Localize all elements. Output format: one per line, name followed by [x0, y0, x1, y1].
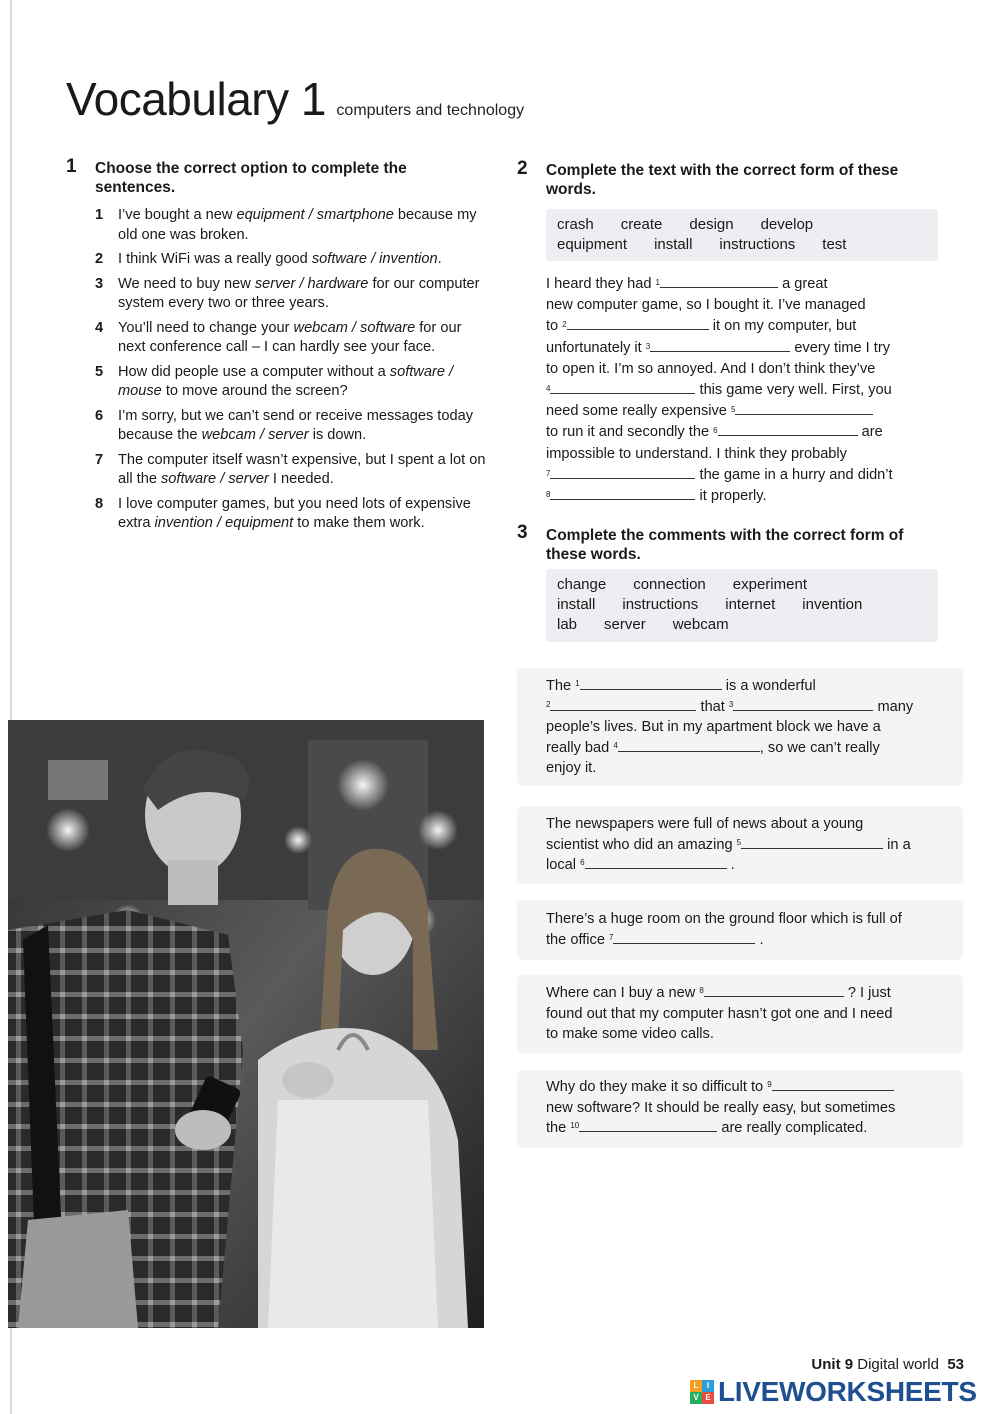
text-fragment: it on my computer, but — [712, 318, 857, 335]
item-options[interactable]: server / hardware — [254, 275, 369, 292]
item-text — [118, 363, 490, 402]
text-fragment: local — [546, 857, 577, 873]
item-before: I’m sorry, but we can’t send or receive messages today because the — [118, 407, 473, 443]
word: change — [557, 576, 607, 593]
answer-gap-c7[interactable] — [613, 930, 755, 944]
item-before: You’ll need to change your — [118, 319, 294, 336]
list-item — [95, 451, 490, 490]
title-main: Vocabulary 1 — [66, 73, 326, 125]
page-title — [66, 72, 524, 126]
answer-gap-8[interactable] — [550, 486, 695, 500]
list-item — [95, 407, 490, 446]
photo-couple-shopping — [8, 720, 484, 1328]
item-options[interactable]: equipment / smartphone — [236, 207, 394, 223]
heading-line: sentences. — [95, 179, 176, 196]
exercise-1-heading — [95, 159, 407, 197]
text-fragment: are — [861, 424, 883, 441]
word-row — [557, 235, 938, 255]
item-after: to move around the screen? — [161, 383, 348, 399]
answer-gap-5[interactable] — [735, 401, 873, 415]
word-row — [557, 615, 938, 635]
page-footer — [811, 1356, 964, 1373]
item-before: I think WiFi was a really good — [118, 251, 312, 267]
text-fragment: There’s a huge room on the ground floor which is full of — [546, 911, 902, 927]
word: install — [557, 596, 596, 613]
item-after: is down. — [308, 427, 367, 443]
gap-number: 6 — [713, 426, 718, 436]
list-item — [95, 319, 490, 358]
text-fragment: to — [546, 318, 559, 335]
gap-number: 8 — [546, 490, 551, 500]
answer-gap-4[interactable] — [550, 380, 695, 394]
heading-line: Complete the comments with the correct form of — [546, 527, 904, 544]
item-number: 2 — [95, 251, 104, 267]
text-fragment: that — [700, 698, 725, 715]
gap-number: 8 — [699, 986, 704, 995]
item-text — [118, 250, 490, 270]
item-options[interactable]: software / server — [161, 471, 269, 487]
liveworksheets-brand[interactable] — [690, 1376, 977, 1408]
gap-number: 7 — [609, 932, 614, 942]
word-row — [557, 575, 938, 595]
comment-box-1 — [517, 668, 963, 786]
item-before: How did people use a computer without a — [118, 363, 390, 380]
item-text — [118, 275, 490, 314]
word: design — [689, 216, 734, 233]
heading-line: Complete the text with the correct form of these — [546, 162, 899, 179]
word: instructions — [719, 236, 796, 253]
comment-box-4 — [517, 975, 963, 1053]
word: lab — [557, 616, 578, 633]
logo-letter: I — [702, 1380, 714, 1392]
liveworksheets-logo-icon — [690, 1380, 714, 1404]
text-fragment: are really complicated. — [721, 1120, 868, 1136]
text-fragment: a great — [782, 276, 828, 292]
comment-box-2 — [517, 806, 963, 884]
list-item — [95, 250, 490, 270]
text-fragment: new software? It should be really easy, but sometimes — [546, 1099, 896, 1116]
answer-gap-6[interactable] — [718, 422, 858, 436]
exercise-3-heading — [546, 526, 903, 564]
answer-gap-c10[interactable] — [579, 1118, 717, 1132]
answer-gap-7[interactable] — [550, 465, 695, 479]
exercise-2-word-box — [546, 209, 938, 261]
text-fragment: the office — [546, 931, 605, 948]
word-row — [557, 595, 938, 615]
title-sub: computers and technology — [336, 102, 525, 119]
item-before: I love computer games, but you need lots of expensive extra — [118, 495, 471, 531]
text-fragment: the game in a hurry and didn’t — [699, 466, 893, 483]
gap-number: 9 — [767, 1080, 772, 1089]
answer-gap-c8[interactable] — [704, 983, 844, 997]
item-text — [118, 319, 490, 358]
answer-gap-c5[interactable] — [741, 835, 883, 849]
answer-gap-c6[interactable] — [585, 855, 727, 869]
text-fragment: it properly. — [699, 488, 767, 505]
heading-line: these words. — [546, 546, 641, 563]
item-number: 1 — [95, 207, 104, 223]
item-after: because my old one was broken. — [118, 207, 477, 243]
text-fragment: , so we can’t really — [759, 739, 880, 756]
exercise-3-number: 3 — [517, 522, 528, 543]
text-fragment: Why do they make it so difficult to — [546, 1079, 764, 1095]
item-number: 5 — [95, 363, 104, 380]
item-before: We need to buy new — [118, 275, 255, 292]
text-fragment: every time I try — [794, 339, 890, 356]
list-item — [95, 206, 490, 245]
gap-number: 2 — [562, 320, 567, 330]
list-item — [95, 275, 490, 314]
text-fragment: enjoy it. — [546, 760, 597, 776]
word: develop — [760, 216, 814, 233]
item-after: for our computer system every two or three years. — [118, 275, 480, 311]
text-fragment: found out that my computer hasn’t got one and I need — [546, 1005, 893, 1022]
item-before: I’ve bought a new — [118, 207, 237, 223]
text-fragment: impossible to understand. I think they probably — [546, 445, 847, 462]
gap-number: 4 — [546, 384, 551, 394]
item-text — [118, 407, 490, 446]
answer-gap-c2[interactable] — [550, 697, 696, 711]
comment-box-5 — [517, 1070, 963, 1148]
word-row — [557, 215, 938, 235]
answer-gap-1[interactable] — [660, 274, 778, 288]
footer-unit-name: Digital world — [857, 1356, 939, 1373]
word: equipment — [557, 236, 628, 253]
item-options[interactable]: software / mouse — [118, 363, 454, 399]
exercise-2-text — [546, 274, 938, 507]
heading-line: words. — [546, 181, 596, 198]
item-after: to make them work. — [293, 515, 425, 531]
exercise-1-list — [95, 206, 490, 539]
text-fragment: . — [730, 857, 735, 873]
logo-letter: E — [702, 1392, 714, 1404]
word: crash — [557, 216, 594, 233]
gap-number: 3 — [645, 341, 651, 351]
word: test — [822, 236, 847, 253]
gap-number: 7 — [546, 468, 551, 478]
text-fragment: people’s lives. But in my apartment block we have a — [546, 719, 881, 735]
item-options[interactable]: invention / equipment — [154, 515, 294, 531]
text-fragment: new computer game, so I bought it. I’ve managed — [546, 297, 866, 314]
list-item — [95, 363, 490, 402]
item-options[interactable]: webcam / server — [201, 427, 309, 443]
item-number: 8 — [95, 495, 104, 512]
comment-box-3 — [517, 900, 963, 960]
gap-number: 2 — [546, 699, 551, 709]
gap-number: 1 — [655, 278, 660, 287]
item-text — [118, 451, 490, 490]
text-fragment: Where can I buy a new — [546, 985, 696, 1001]
word: create — [620, 216, 663, 233]
answer-gap-3[interactable] — [650, 338, 790, 352]
gap-number: 5 — [736, 837, 742, 847]
gap-number: 3 — [728, 699, 734, 709]
photo-illustration — [8, 720, 484, 1328]
word: instructions — [622, 596, 699, 613]
footer-unit: Unit 9 — [811, 1356, 854, 1373]
text-fragment: this game very well. First, you — [699, 382, 892, 399]
item-before: The computer itself wasn’t expensive, but I spent a lot on all the — [118, 451, 486, 487]
gap-number: 1 — [575, 679, 580, 688]
brand-text: LIVEWORKSHEETS — [718, 1376, 977, 1407]
text-fragment: to open it. I’m so annoyed. And I don’t think they’ve — [546, 360, 876, 377]
item-after: for our next conference call – I can hardly see your face. — [118, 319, 462, 355]
word: experiment — [732, 576, 807, 593]
text-fragment: I heard they had — [546, 276, 652, 292]
item-text — [118, 495, 490, 534]
answer-gap-c3[interactable] — [733, 697, 873, 711]
text-fragment: The — [546, 678, 572, 694]
exercise-3-word-box — [546, 569, 938, 642]
item-number: 6 — [95, 407, 104, 424]
gap-number: 6 — [580, 858, 585, 867]
word: webcam — [672, 616, 729, 633]
answer-gap-c9[interactable] — [772, 1077, 894, 1091]
text-fragment: unfortunately it — [546, 339, 642, 356]
text-fragment: ? I just — [847, 985, 891, 1001]
text-fragment: need some really expensive — [546, 403, 727, 420]
item-number: 4 — [95, 319, 104, 336]
text-fragment: to run it and secondly the — [546, 424, 710, 441]
logo-letter: L — [690, 1380, 702, 1392]
word: invention — [802, 596, 863, 613]
item-number: 7 — [95, 451, 104, 468]
list-item — [95, 495, 490, 534]
answer-gap-2[interactable] — [567, 316, 709, 330]
text-fragment: in a — [887, 836, 911, 853]
item-after: I needed. — [268, 471, 334, 487]
gap-number: 10 — [570, 1121, 580, 1130]
item-options[interactable]: webcam / software — [293, 319, 416, 336]
item-number: 3 — [95, 275, 104, 292]
page-number: 53 — [947, 1356, 964, 1373]
text-fragment: the — [546, 1120, 567, 1136]
item-options[interactable]: software / invention — [311, 251, 438, 267]
exercise-1-number: 1 — [66, 156, 77, 177]
text-fragment: to make some video calls. — [546, 1026, 714, 1042]
text-fragment: is a wonderful — [725, 678, 816, 694]
answer-gap-c4[interactable] — [618, 738, 760, 752]
exercise-2-number: 2 — [517, 158, 528, 179]
word: install — [654, 236, 693, 253]
text-fragment: many — [877, 698, 914, 715]
text-fragment: scientist who did an amazing — [546, 836, 733, 853]
gap-number: 4 — [613, 740, 618, 750]
word: server — [604, 616, 646, 633]
text-fragment: . — [759, 931, 764, 948]
item-after: . — [437, 251, 442, 267]
exercise-2-heading — [546, 161, 898, 199]
word: internet — [725, 596, 776, 613]
gap-number: 5 — [730, 405, 736, 415]
text-fragment: The newspapers were full of news about a young — [546, 816, 864, 832]
heading-line: Choose the correct option to complete the — [95, 160, 407, 177]
answer-gap-c1[interactable] — [580, 676, 722, 690]
text-fragment: really bad — [546, 739, 610, 756]
item-text — [118, 206, 490, 245]
logo-letter: V — [690, 1392, 702, 1404]
word: connection — [633, 576, 706, 593]
